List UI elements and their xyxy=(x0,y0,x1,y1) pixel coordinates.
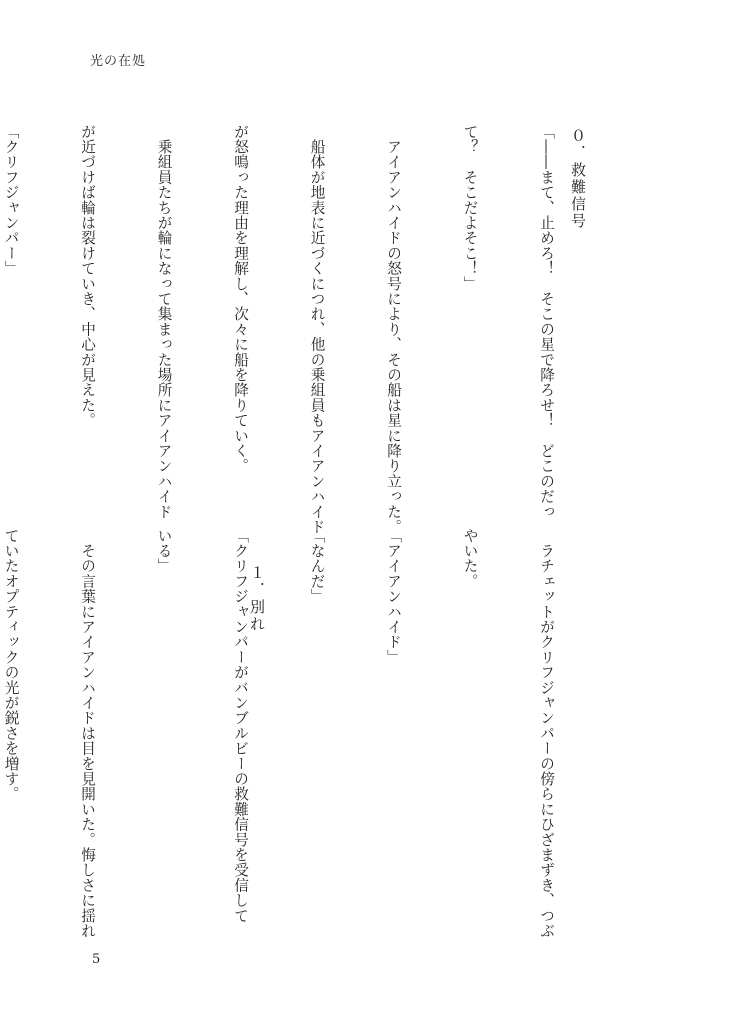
body-line: ていたオプティックの光が鋭さを増す。 xyxy=(2,528,20,802)
chapter-0-body xyxy=(0,124,610,535)
body-line: やいた。 xyxy=(461,528,479,589)
body-line: て？ そこだよそこ！」 xyxy=(461,124,479,292)
body-line: 「クリフジャンパー」 xyxy=(2,124,20,276)
body-line: が近づけば輪は裂けていき、中心が見えた。 xyxy=(79,124,96,428)
body-line: ラチェットがクリフジャンパーの傍らにひざまずき、つぶ xyxy=(538,528,555,939)
body-line: 「――まて、止めろ！ そこの星で降ろせ！ どこのだっ xyxy=(538,124,555,520)
running-title: 光の在処 xyxy=(90,54,147,69)
body-line: いる」 xyxy=(155,528,173,574)
body-line: 「アイアンハイド」 xyxy=(385,528,402,665)
chapter-1-body xyxy=(0,528,610,948)
body-line: 船体が地表に近づくにつれ、他の乗組員もアイアンハイド xyxy=(308,124,326,535)
body-line: 「なんだ」 xyxy=(308,528,326,604)
body-line: 「クリフジャンパーがバンブルビーの救難信号を受信して xyxy=(232,528,249,924)
page-number: 5 xyxy=(92,952,101,967)
body-line: その言葉にアイアンハイドは目を見開いた。悔しさに揺れ xyxy=(79,528,96,939)
chapter-0-heading: ０．救難信号 xyxy=(569,128,587,230)
chapter-1-heading: １．別れ xyxy=(248,565,266,633)
body-line: アイアンハイドの怒号により、その船は星に降り立った。 xyxy=(385,124,402,535)
body-line: が怒鳴った理由を理解し、次々に船を降りていく。 xyxy=(232,124,249,474)
body-line: 乗組員たちが輪になって集まった場所にアイアンハイド xyxy=(155,124,173,520)
